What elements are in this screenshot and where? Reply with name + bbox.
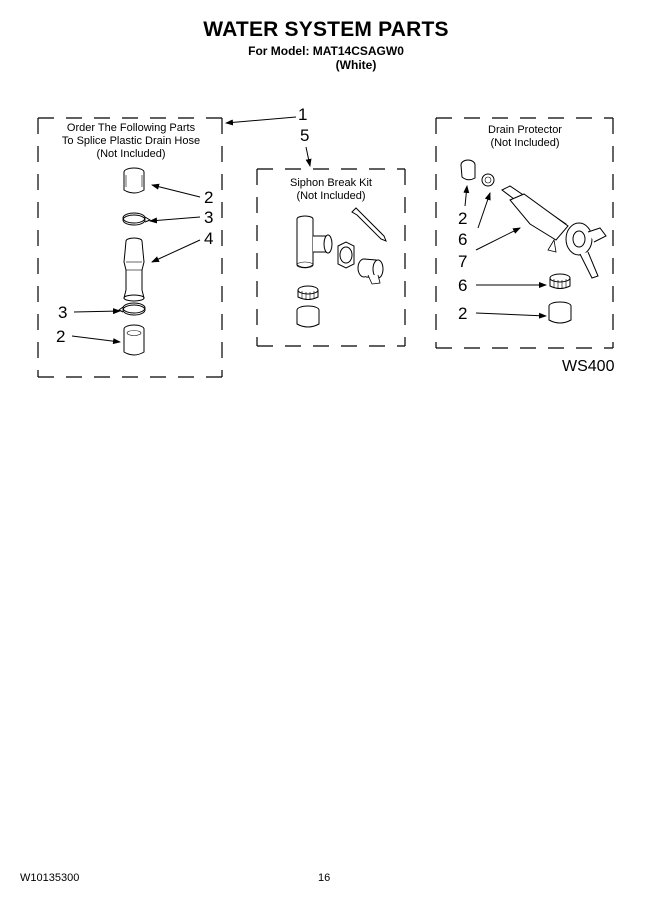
leader-5 xyxy=(306,147,310,166)
footer-part-number: W10135300 xyxy=(20,872,80,884)
siphon-tee xyxy=(297,216,332,268)
splice-coupler-bottom xyxy=(124,325,144,355)
splice-label-line-1: Order The Following Parts xyxy=(66,122,196,134)
model-line: For Model: MAT14CSAGW0 xyxy=(248,44,404,58)
siphon-label-line-2: (Not Included) xyxy=(296,190,366,202)
leader-splice-3a xyxy=(150,217,200,221)
callout-1: 1 xyxy=(298,105,308,124)
callout-drain-6b: 6 xyxy=(458,276,468,295)
drain-cap-bottom xyxy=(549,302,571,323)
callout-splice-2b: 2 xyxy=(56,327,66,346)
callout-drain-2a: 2 xyxy=(458,209,468,228)
callout-splice-3b: 3 xyxy=(58,303,68,322)
footer-page-number: 16 xyxy=(318,872,331,884)
color-line: (White) xyxy=(335,58,377,72)
siphon-tie xyxy=(352,208,386,241)
callout-drain-6a: 6 xyxy=(458,230,468,249)
leader-splice-3b xyxy=(74,311,120,312)
leader-splice-4 xyxy=(152,240,200,262)
callout-splice-3a: 3 xyxy=(204,208,214,227)
splice-parts xyxy=(119,168,150,355)
callout-splice-2a: 2 xyxy=(204,188,214,207)
drain-label-line-2: (Not Included) xyxy=(490,137,560,149)
siphon-parts xyxy=(297,208,386,327)
siphon-panel-label xyxy=(262,177,400,203)
callout-5: 5 xyxy=(300,126,310,145)
splice-label-line-3: (Not Included) xyxy=(96,148,166,160)
callout-splice-4: 4 xyxy=(204,229,214,248)
leader-drain-6a xyxy=(478,193,490,228)
drain-ring-top xyxy=(482,174,494,186)
drain-ring-bottom xyxy=(550,274,570,289)
callout-drain-7: 7 xyxy=(458,252,468,271)
diagram-code: WS400 xyxy=(562,358,615,375)
splice-panel-label xyxy=(52,122,210,161)
drain-label-line-1: Drain Protector xyxy=(488,124,562,136)
drain-parts xyxy=(461,160,606,323)
leader-drain-7 xyxy=(476,228,520,250)
leader-drain-2b xyxy=(476,313,546,316)
siphon-clamp xyxy=(298,286,318,300)
drain-cap-top xyxy=(461,160,475,180)
siphon-fitting xyxy=(358,259,383,284)
callout-drain-2b: 2 xyxy=(458,304,468,323)
splice-label-line-2: To Splice Plastic Drain Hose xyxy=(61,135,201,147)
splice-clamp-top xyxy=(123,213,150,225)
splice-coupler-top xyxy=(124,168,144,193)
siphon-cap xyxy=(297,306,319,327)
siphon-label-line-1: Siphon Break Kit xyxy=(290,177,372,189)
splice-connector xyxy=(124,238,144,301)
siphon-nut xyxy=(338,242,354,268)
drain-panel-label xyxy=(462,124,588,150)
splice-clamp-bottom xyxy=(119,303,145,315)
leader-splice-2b xyxy=(72,336,120,342)
drain-protector-body xyxy=(502,186,606,278)
page-title: WATER SYSTEM PARTS xyxy=(203,18,449,41)
leader-1 xyxy=(226,117,296,123)
leader-drain-2a xyxy=(465,186,467,206)
leader-splice-2a xyxy=(152,185,200,197)
